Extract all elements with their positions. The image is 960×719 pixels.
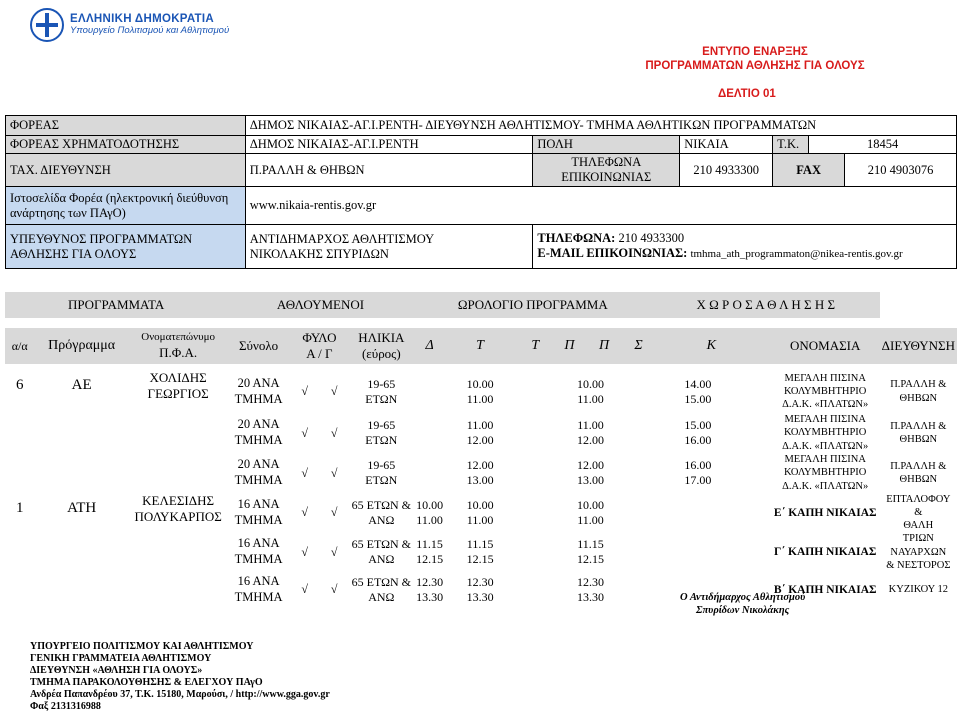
col-address: ΔΙΕΥΘΥΝΣΗ [881,337,955,353]
footer-line: ΤΜΗΜΑ ΠΑΡΑΚΟΛΟΥΘΗΣΗΣ & ΕΛΕΓΧΟΥ ΠΑγΟ [30,677,263,688]
venue-line3: Δ.Α.Κ. «ΠΛΑΤΩΝ» [782,440,869,452]
row-program: ΑΤΗ [67,500,97,516]
row-tue [445,370,514,413]
check-male-icon: √ [301,465,308,480]
footer-line: ΥΠΟΥΡΓΕΙΟ ΠΟΛΙΤΙΣΜΟΥ ΚΑΙ ΑΘΛΗΤΙΣΜΟΥ [30,641,254,652]
venue-line1: ΜΕΓΑΛΗ ΠΙΣΙΝΑ [784,454,866,466]
address-line1: Π.ΡΑΛΛΗ & ΘΗΒΩΝ [890,379,947,404]
row-total [227,370,290,413]
row-tue [445,493,514,532]
row-age [349,493,414,532]
col-tue: Τ [476,338,484,354]
time-end: 11.00 [416,512,443,527]
row-address [880,370,957,413]
table-row [5,370,957,413]
venue-line3: Δ.Α.Κ. «ΠΛΑΤΩΝ» [782,480,869,492]
row-wed [515,532,556,571]
check-female-icon: √ [330,505,338,520]
total-line2: ΤΜΗΜΑ [234,589,283,604]
footer [30,641,330,713]
total-line1: 20 ΑΝΑ [237,457,280,472]
age-line2: ΕΤΩΝ [365,433,398,447]
row-thu [556,572,625,608]
row-tue [445,413,514,453]
footer-line: Ανδρέα Παπανδρέου 37, Τ.Κ. 15180, Μαρούσι, / http://www.gga.gov.gr [30,689,330,700]
website-value[interactable]: www.nikaia-rentis.gov.gr [245,187,956,225]
contact-email-value[interactable]: tmhma_ath_programmaton@nikea-rentis.gov.gr [690,248,903,261]
fax-label: FAX [773,154,845,187]
address-line1: Π.ΡΑΛΛΗ & ΘΗΒΩΝ [890,460,947,485]
responsible-value [245,225,533,269]
time-end: 15.00 [684,391,712,406]
venue-line2: ΚΟΛΥΜΒΗΤΗΡΙΟ [783,427,867,439]
time-start: 16.00 [684,458,712,472]
time-end: 11.00 [577,391,604,406]
row-tue [445,572,514,608]
delta-label: ΔΕΛΤΙΟ 01 [718,88,776,100]
total-line2: ΤΜΗΜΑ [234,512,283,527]
time-start: 12.30 [576,574,604,589]
footer-line: ΓΕΝΙΚΗ ΓΡΑΜΜΑΤΕΙΑ ΑΘΛΗΤΙΣΜΟΥ [30,653,212,664]
logo-title: ΕΛΛΗΝΙΚΗ ΔΗΜΟΚΡΑΤΙΑ [70,12,214,25]
ministry-logo [30,4,286,46]
row-total [227,532,290,571]
total-line2: ΤΜΗΜΑ [234,552,283,567]
row-address [880,572,957,608]
signature-title: Ο Αντιδήμαρχος Αθλητισμού [680,592,806,603]
col-aa: α/α [11,338,28,353]
row-venue [771,413,880,453]
row-mon [414,532,446,571]
phone-value: 210 4933300 [680,154,773,187]
col-fri: Π [599,338,610,354]
section-places: Χ Ω Ρ Ο Σ Α Θ Λ Η Σ Η Σ [696,296,836,312]
time-start: 11.00 [466,418,494,432]
time-end: 17.00 [684,473,712,487]
age-line2: ΑΝΩ [368,512,395,527]
time-end: 13.00 [576,473,604,487]
age-line1: 65 ΕΤΩΝ & [351,574,411,589]
row-age [349,532,414,571]
info-row-website [6,187,957,225]
row-venue: Β΄ ΚΑΠΗ ΝΙΚΑΙΑΣ [773,583,877,596]
col-sex-line2: Α / Γ [306,346,333,361]
row-thu [556,453,625,493]
time-start: 15.00 [684,418,712,432]
address-line1: Π.ΡΑΛΛΗ & ΘΗΒΩΝ [890,420,947,445]
check-female-icon: √ [330,425,338,440]
age-line1: 65 ΕΤΩΝ & [351,537,411,552]
col-sat: Σ [634,338,643,354]
time-start: 11.15 [466,537,494,552]
age-line1: 19-65 [367,418,396,432]
row-address [880,413,957,453]
row-venue [771,370,880,413]
col-age-line1: ΗΛΙΚΙΑ [358,329,405,345]
total-line2: ΤΜΗΜΑ [234,433,283,447]
time-end: 12.15 [576,552,604,567]
postcode-value: 18454 [809,136,957,154]
row-wed [515,493,556,532]
address-line1: ΤΡΙΩΝ ΝΑΥΑΡΧΩΝ [890,533,947,558]
info-row-address [6,154,957,187]
time-end: 11.00 [466,512,494,527]
phone-label: ΤΗΛΕΦΩΝΑ ΕΠΙΚΟΙΝΩΝΙΑΣ [533,154,680,187]
row-thu [556,413,625,453]
responsible-label: ΥΠΕΥΘΥΝΟΣ ΠΡΟΓΡΑΜΜΑΤΩΝ ΑΘΛΗΣΗΣ ΓΙΑ ΟΛΟΥΣ [6,225,246,269]
row-program: ΑΕ [71,377,92,393]
row-age [349,413,414,453]
total-line2: ΤΜΗΜΑ [234,473,283,487]
row-mon [414,413,446,453]
row-venue [771,453,880,493]
row-total [227,453,290,493]
row-mon [414,453,446,493]
footer-line: ΔΙΕΥΘΥΝΣΗ «ΑΘΛΗΣΗ ΓΙΑ ΟΛΟΥΣ» [30,665,203,676]
row-instructor [129,493,227,608]
venue-line1: ΜΕΓΑΛΗ ΠΙΣΙΝΑ [784,372,866,384]
info-row-foreas [6,116,957,136]
responsible-title: ΑΝΤΙΔΗΜΑΡΧΟΣ ΑΘΛΗΤΙΣΜΟΥ [249,231,435,246]
check-female-icon: √ [330,582,338,597]
contact-email-label: E-MAIL ΕΠΙΚΟΙΝΩΝΙΑΣ: [537,246,688,261]
time-start: 14.00 [684,376,712,391]
col-age-line2: (εύρος) [361,346,401,361]
instructor-surname: ΧΟΛΙΔΗΣ [149,370,207,385]
website-label: Ιστοσελίδα Φορέα (ηλεκτρονική διεύθυνση ανάρτησης των ΠΑγΟ) [6,187,246,225]
row-total [227,572,290,608]
col-name-line2: Π.Φ.Α. [159,344,198,360]
venue-line1: ΜΕΓΑΛΗ ΠΙΣΙΝΑ [784,414,866,426]
row-thu [556,532,625,571]
info-row-funding [6,136,957,154]
col-venue: ΟΝΟΜΑΣΙΑ [789,337,861,353]
instructor-firstname: ΓΕΩΡΓΙΟΣ [147,386,209,402]
row-age [349,370,414,413]
time-end: 12.15 [416,552,444,567]
check-female-icon: √ [330,384,338,398]
row-venue: Ε΄ ΚΑΠΗ ΝΙΚΑΙΑΣ [773,506,877,519]
check-female-icon: √ [330,544,338,559]
row-sat [625,493,771,532]
postcode-label: Τ.Κ. [773,136,809,154]
signature-name: Σπυρίδων Νικολάκης [695,605,790,617]
time-end: 11.00 [577,512,604,527]
row-total [227,493,290,532]
total-line2: ΤΜΗΜΑ [234,391,283,406]
col-program: Πρόγραμμα [48,338,116,354]
check-female-icon: √ [330,465,338,480]
time-start: 11.00 [577,418,604,432]
time-start: 10.00 [576,376,604,391]
col-age [349,328,414,364]
address-line1: ΕΠΤΑΛΟΦΟΥ & [886,494,951,519]
responsible-contact [533,225,957,269]
col-sun: Κ [706,338,716,354]
contact-phone-value: 210 4933300 [618,231,685,246]
instructor-firstname: ΠΟΛΥΚΑΡΠΟΣ [134,509,222,525]
col-wed: Τ [531,338,540,354]
time-end: 13.30 [416,589,444,604]
row-aa: 6 [15,377,24,393]
row-aa: 1 [15,500,24,516]
contact-phone-label: ΤΗΛΕΦΩΝΑ: [537,231,616,246]
row-tue [445,532,514,571]
column-header-row [5,328,957,364]
row-address [880,493,957,532]
program-table [5,292,957,608]
col-sex-line1: ΦΥΛΟ [302,329,337,345]
time-end: 13.30 [576,589,604,604]
time-start: 12.00 [576,458,604,472]
instructor-surname: ΚΕΛΕΣΙΔΗΣ [142,493,215,508]
logo-subtitle: Υπουργείο Πολιτισμού και Αθλητισμού [70,25,230,37]
col-name-line1: Ονοματεπώνυμο [141,331,215,343]
foreas-value: ΔΗΜΟΣ ΝΙΚΑΙΑΣ-ΑΓ.Ι.ΡΕΝΤΗ- ΔΙΕΥΘΥΝΣΗ ΑΘΛΗΤΙΣΜΟΥ- ΤΜΗΜΑ ΑΘΛΗΤΙΚΩΝ ΠΡΟΓΡΑΜΜΑΤΩΝ [245,116,956,136]
age-line2: ΑΝΩ [368,589,395,604]
age-line1: 19-65 [367,458,396,472]
check-male-icon: √ [301,425,308,440]
funding-value: ΔΗΜΟΣ ΝΙΚΑΙΑΣ-ΑΓ.Ι.ΡΕΝΤΗ [245,136,533,154]
row-total [227,413,290,453]
age-line1: 65 ΕΤΩΝ & [351,497,411,512]
row-instructor [129,370,227,493]
row-sat [625,453,771,493]
venue-line2: ΚΟΛΥΜΒΗΤΗΡΙΟ [783,385,867,397]
responsible-name: ΝΙΚΟΛΑΚΗΣ ΣΠΥΡΙΔΩΝ [249,246,389,261]
time-start: 10.00 [466,376,494,391]
venue-line2: ΚΟΛΥΜΒΗΤΗΡΙΟ [783,467,867,479]
row-address [880,532,957,571]
info-row-responsible [6,225,957,269]
time-start: 11.15 [577,537,604,552]
address-line2: ΘΑΛΗ [903,520,934,532]
age-line2: ΕΤΩΝ [365,473,398,487]
footer-line: Φαξ 2131316988 [30,701,101,712]
foreas-label: ΦΟΡΕΑΣ [6,116,246,136]
row-wed [515,413,556,453]
col-mon: Δ [425,338,434,354]
row-venue: Γ΄ ΚΑΠΗ ΝΙΚΑΙΑΣ [773,545,877,558]
time-start: 12.30 [416,574,444,589]
check-male-icon: √ [301,505,308,520]
total-line1: 20 ΑΝΑ [237,417,280,432]
total-line1: 16 ΑΝΑ [237,497,280,512]
row-sat [625,532,771,571]
address-line2: & ΝΕΣΤΟΡΟΣ [886,559,951,571]
check-male-icon: √ [301,544,308,559]
time-start: 10.00 [416,497,444,512]
time-end: 12.00 [576,433,604,447]
funding-label: ΦΟΡΕΑΣ ΧΡΗΜΑΤΟΔΟΤΗΣΗΣ [6,136,246,154]
col-total: Σύνολο [238,337,279,353]
time-end: 13.00 [466,473,494,487]
total-line1: 20 ΑΝΑ [237,375,280,390]
info-table [5,115,957,269]
age-line1: 19-65 [367,376,396,391]
row-sat [625,370,771,413]
section-schedule: ΩΡΟΛΟΓΙΟ ΠΡΟΓΡΑΜΜΑ [457,296,608,312]
row-wed [515,572,556,608]
city-label: ΠΟΛΗ [533,136,680,154]
age-line2: ΕΤΩΝ [365,391,398,406]
time-end: 12.00 [466,433,494,447]
city-value: ΝΙΚΑΙΑ [680,136,773,154]
row-sat [625,413,771,453]
fax-value: 210 4903076 [845,154,957,187]
col-sex [290,328,349,364]
time-end: 16.00 [684,433,712,447]
row-wed [515,370,556,413]
signature-block [680,591,805,617]
row-age [349,572,414,608]
time-end: 12.15 [466,552,494,567]
age-line2: ΑΝΩ [368,552,395,567]
check-male-icon: √ [301,384,308,398]
address-value: Π.ΡΑΛΛΗ & ΘΗΒΩΝ [245,154,533,187]
time-end: 11.00 [466,391,494,406]
row-tue [445,453,514,493]
form-title-line2: ΠΡΟΓΡΑΜΜΑΤΩΝ ΑΘΛΗΣΗΣ ΓΙΑ ΟΛΟΥΣ [645,59,865,72]
row-wed [515,453,556,493]
address-line1: ΚΥΖΙΚΟΥ 12 [888,584,948,596]
time-start: 12.00 [466,458,494,472]
row-thu [556,493,625,532]
check-male-icon: √ [301,582,308,597]
venue-line3: Δ.Α.Κ. «ΠΛΑΤΩΝ» [782,399,869,411]
row-mon [414,493,446,532]
greek-cross-emblem-icon [30,8,64,42]
total-line1: 16 ΑΝΑ [237,536,280,551]
section-athletes: ΑΘΛΟΥΜΕΝΟΙ [276,296,365,312]
time-start: 12.30 [466,574,494,589]
total-line1: 16 ΑΝΑ [237,574,280,589]
row-thu [556,370,625,413]
col-thu: Π [564,338,575,354]
row-age [349,453,414,493]
row-mon [414,572,446,608]
row-mon [414,370,446,413]
time-start: 10.00 [576,497,604,512]
section-programs: ΠΡΟΓΡΑΜΜΑΤΑ [67,296,165,312]
address-label: ΤΑΧ. ΔΙΕΥΘΥΝΣΗ [6,154,246,187]
time-end: 13.30 [466,589,494,604]
form-title [640,46,870,74]
time-start: 10.00 [466,497,494,512]
table-row [5,493,957,532]
row-address [880,453,957,493]
time-start: 11.15 [416,537,443,552]
form-title-line1: ΕΝΤΥΠΟ ΕΝΑΡΞΗΣ [702,46,808,58]
section-header-row [5,292,957,318]
col-name [129,328,227,364]
